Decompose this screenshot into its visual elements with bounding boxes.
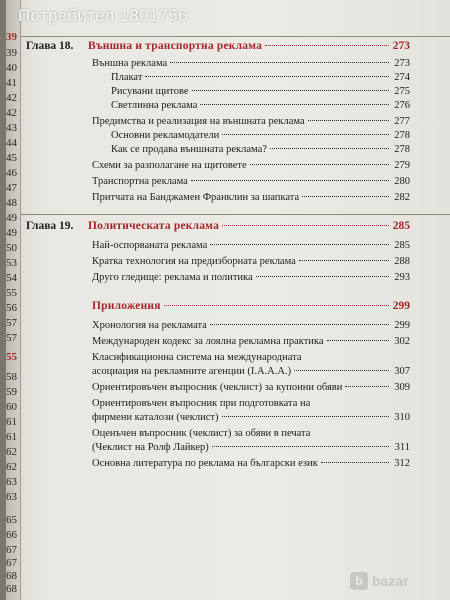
toc-entry-text: Международен кодекс за лоялна рекламна практика: [92, 336, 324, 347]
prev-page-number: 60: [6, 401, 17, 413]
toc-entry-text: Схеми за разполагане на щитовете: [92, 160, 247, 171]
prev-page-number: 68: [6, 570, 17, 582]
leader-dots: [345, 386, 389, 387]
toc-entry-text: Кратка технология на предизборната реклама: [92, 256, 296, 267]
toc-entry-text: Основна литература по реклама на български език: [92, 458, 318, 469]
bazar-logo-mark: b: [350, 572, 368, 590]
prev-page-number-highlight: 55: [6, 351, 17, 363]
leader-dots: [192, 90, 389, 91]
toc-entry-page: 302: [394, 336, 410, 347]
toc-entry-page: 312: [394, 458, 410, 469]
toc-entry: [111, 72, 410, 83]
toc-entry-text: Хронология на рекламата: [92, 320, 207, 331]
toc-entry: [92, 320, 410, 331]
prev-page-number: 67: [6, 544, 17, 556]
toc-entry-text: Плакат: [111, 72, 143, 83]
toc-entry-text: фирмени каталози (чеклист): [92, 412, 219, 423]
bazar-logo-text: bazar: [372, 573, 409, 589]
toc-entry-text: Основни рекламодатели: [111, 130, 220, 141]
prev-page-number: 49: [6, 227, 17, 239]
toc-entry-text: (Чеклист на Ролф Лайкер): [92, 442, 209, 453]
prev-page-number: 61: [6, 416, 17, 428]
toc-entry-page: 310: [394, 412, 410, 423]
toc-entry: [92, 272, 410, 283]
leader-dots: [256, 276, 389, 277]
leader-dots: [164, 305, 389, 306]
leader-dots: [294, 370, 389, 371]
chapter-label: Глава 18.: [26, 40, 74, 52]
prev-page-number: 55: [6, 287, 17, 299]
toc-entry-text: Външна реклама: [92, 58, 168, 69]
leader-dots: [210, 324, 389, 325]
chapter-heading: [88, 220, 410, 232]
leader-dots: [170, 62, 389, 63]
toc-entry-page: 274: [394, 72, 410, 83]
toc-entry: [92, 176, 410, 187]
toc-entry-page: 311: [394, 442, 410, 453]
leader-dots: [145, 76, 389, 77]
prev-page-number: 45: [6, 152, 17, 164]
toc-entry: [92, 116, 410, 127]
toc-entry: [111, 130, 410, 141]
prev-page-number: 39: [6, 47, 17, 59]
prev-page-number: 53: [6, 257, 17, 269]
prev-page-number: 43: [6, 122, 17, 134]
prev-page-number: 49: [6, 212, 17, 224]
prev-page-number: 46: [6, 167, 17, 179]
toc-entry: [92, 366, 410, 377]
prev-page-number: 56: [6, 302, 17, 314]
prev-page-number: 39: [6, 31, 17, 43]
prev-page-number: 66: [6, 529, 17, 541]
prev-page-number: 62: [6, 461, 17, 473]
toc-entry: [92, 412, 410, 423]
prev-page-number: 42: [6, 107, 17, 119]
toc-entry: [92, 192, 410, 203]
toc-entry-text: Предимства и реализация на външната реклама: [92, 116, 305, 127]
toc-entry-text: Притчата на Банджамен Франклин за шапката: [92, 192, 300, 203]
chapter-label: Глава 19.: [26, 220, 74, 232]
toc-entry-text: Светлинна реклама: [111, 100, 198, 111]
leader-dots: [250, 164, 389, 165]
toc-entry-text: Транспортна реклама: [92, 176, 188, 187]
toc-entry-page: 307: [394, 366, 410, 377]
leader-dots: [212, 446, 389, 447]
previous-page-edge: [6, 0, 21, 600]
chapter-title: Външна и транспортна реклама: [88, 40, 263, 52]
toc-entry: [92, 58, 410, 69]
prev-page-number: 58: [6, 371, 17, 383]
book-page: [6, 0, 450, 600]
toc-entry: [111, 144, 410, 155]
toc-entry-page: 309: [394, 382, 410, 393]
prev-page-number: 63: [6, 491, 17, 503]
leader-dots: [308, 120, 389, 121]
toc-entry: [92, 458, 410, 469]
toc-entry: [111, 86, 410, 97]
appendix-page: 299: [392, 300, 410, 312]
leader-dots: [222, 225, 389, 226]
leader-dots: [222, 134, 389, 135]
toc-entry-page: 277: [394, 116, 410, 127]
toc-entry-page: 278: [394, 144, 410, 155]
toc-entry: [111, 100, 410, 111]
prev-page-number: 48: [6, 197, 17, 209]
prev-page-number: 44: [6, 137, 17, 149]
chapter-heading: [88, 40, 410, 52]
prev-page-number: 47: [6, 182, 17, 194]
toc-entry-text: асоциация на рекламните агенции (I.A.A.A.): [92, 366, 292, 377]
prev-page-number: 57: [6, 317, 17, 329]
chapter-page: 273: [392, 40, 410, 52]
bazar-logo: [350, 570, 440, 592]
divider: [20, 36, 450, 37]
prev-page-number: 65: [6, 514, 17, 526]
leader-dots: [299, 260, 389, 261]
toc-entry-text-line1: Оценъчен въпросник (чеклист) за обяви в печата: [92, 428, 311, 439]
toc-entry-page: 280: [394, 176, 410, 187]
toc-entry-text: Как се продава външната реклама?: [111, 144, 267, 155]
leader-dots: [191, 180, 389, 181]
divider: [20, 214, 450, 215]
toc-entry-page: 285: [394, 240, 410, 251]
toc-entry: [92, 382, 410, 393]
prev-page-number: 62: [6, 446, 17, 458]
toc-entry-page: 282: [394, 192, 410, 203]
toc-entry-page: 278: [394, 130, 410, 141]
prev-page-number: 59: [6, 386, 17, 398]
leader-dots: [200, 104, 389, 105]
toc-entry-page: 299: [394, 320, 410, 331]
leader-dots: [265, 45, 389, 46]
prev-page-number: 61: [6, 431, 17, 443]
leader-dots: [210, 244, 389, 245]
toc-entry: [92, 442, 410, 453]
toc-entry-text: Ориентировъчен въпросник (чеклист) за купонни обяви: [92, 382, 343, 393]
chapter-page: 285: [392, 220, 410, 232]
toc-entry-page: 276: [394, 100, 410, 111]
toc-entry-text: Най-оспорваната реклама: [92, 240, 208, 251]
prev-page-number: 40: [6, 62, 17, 74]
toc-entry: [92, 160, 410, 171]
leader-dots: [327, 340, 389, 341]
leader-dots: [222, 416, 389, 417]
chapter-title: Политическата реклама: [88, 220, 220, 232]
prev-page-number: 54: [6, 272, 17, 284]
toc-entry-text-line1: Ориентировъчен въпросник при подготовката на: [92, 398, 311, 409]
watermark: Потребител 1801756: [18, 6, 188, 25]
toc-entry-text-line1: Класификационна система на международната: [92, 352, 302, 363]
toc-entry: [92, 240, 410, 251]
prev-page-number: 41: [6, 77, 17, 89]
prev-page-number: 63: [6, 476, 17, 488]
leader-dots: [302, 196, 389, 197]
leader-dots: [270, 148, 389, 149]
toc-entry: [92, 336, 410, 347]
prev-page-number: 57: [6, 332, 17, 344]
prev-page-number: 50: [6, 242, 17, 254]
prev-page-number: 67: [6, 557, 17, 569]
appendix-title: Приложения: [92, 300, 161, 312]
toc-entry-page: 273: [394, 58, 410, 69]
toc-entry-text: Друго гледище: реклама и политика: [92, 272, 253, 283]
toc-entry-page: 288: [394, 256, 410, 267]
toc-entry-page: 279: [394, 160, 410, 171]
leader-dots: [321, 462, 389, 463]
appendix-heading: [92, 300, 410, 312]
toc-entry: [92, 256, 410, 267]
prev-page-number: 42: [6, 92, 17, 104]
toc-entry-page: 275: [394, 86, 410, 97]
toc-entry-page: 293: [394, 272, 410, 283]
prev-page-number: 68: [6, 583, 17, 595]
toc-entry-text: Рисувани щитове: [111, 86, 189, 97]
